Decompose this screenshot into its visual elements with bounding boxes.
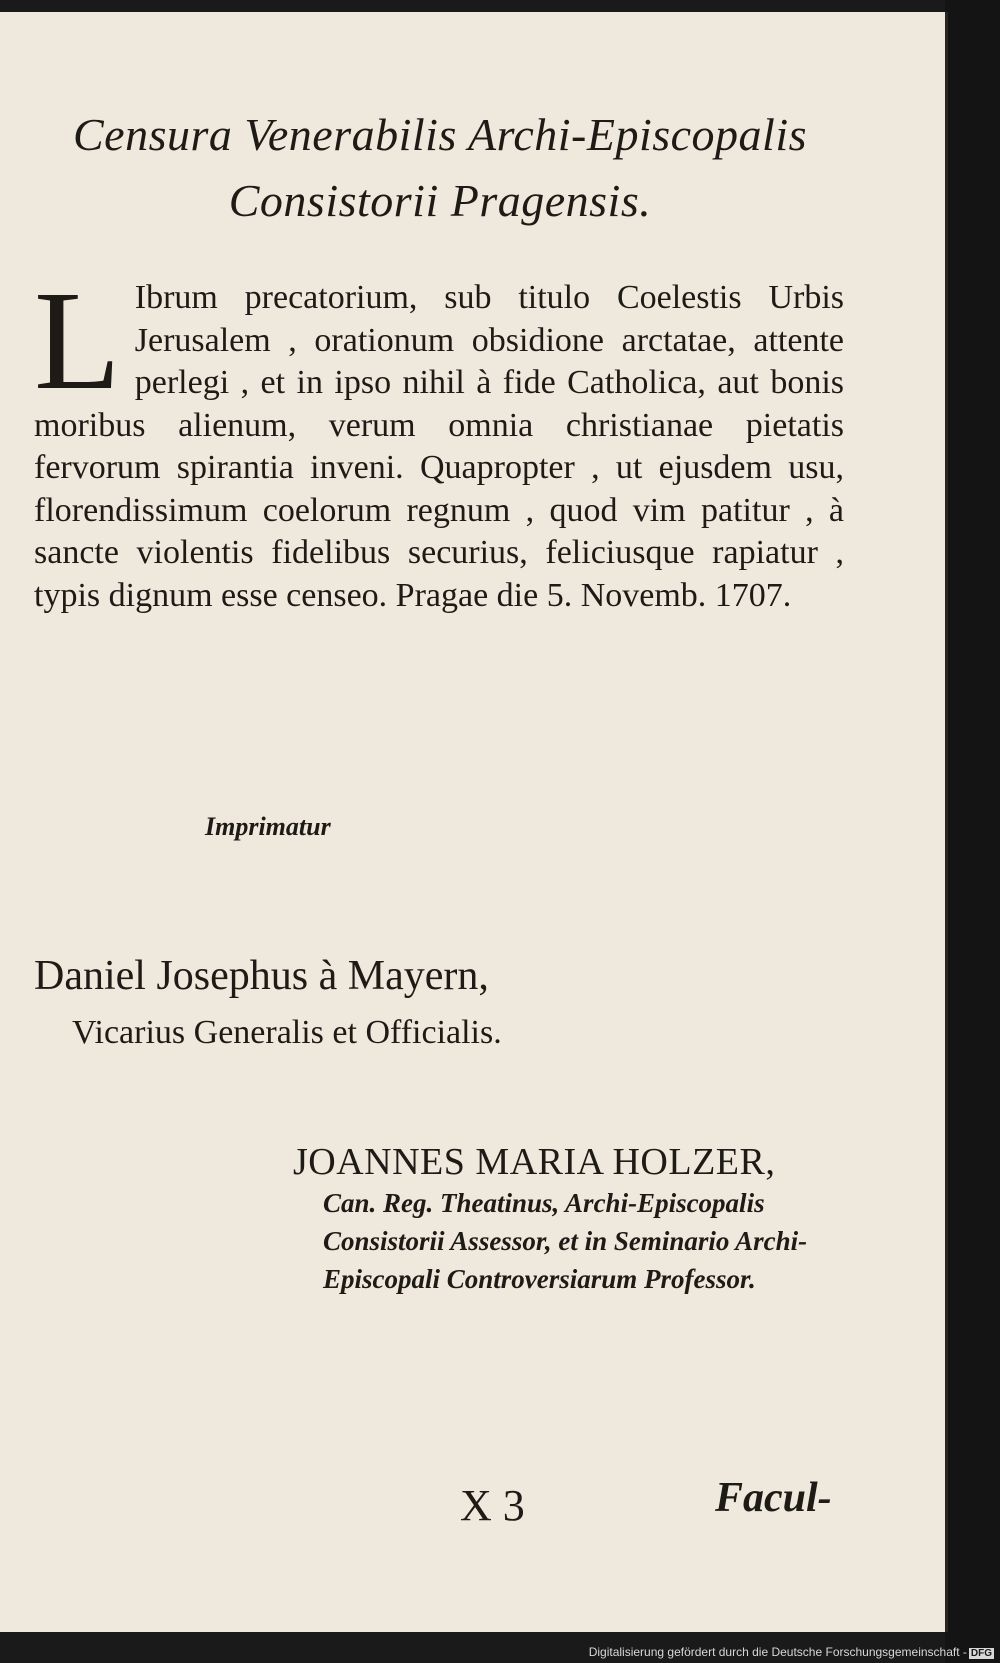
- censura-body: [34, 261, 844, 617]
- title-line-1: Censura Venerabilis Archi-Episcopalis: [72, 109, 807, 160]
- body-paragraph: Ibrum precatorium, sub titulo Coelestis Urbis Jerusalem , orationum obsidione arctatae, attente perlegi , et in ipso nihil à fide Catholica, aut bonis moribus alienum, verum omnia christianae pietatis fervorum spirantia inveni. Quapropter , ut ejusdem usu, florendissimum coelorum regnum , quod vim patitur , à sancte violentis fidelibus securius, feliciusque rapiatur , typis dignum esse censeo. Pragae die 5. Novemb. 1707.: [34, 279, 844, 614]
- signatory-1-title: Vicarius Generalis et Officialis.: [72, 1014, 502, 1051]
- digitization-footer: [589, 1645, 994, 1659]
- signatory-1-name: Daniel Josephus à Mayern,: [34, 953, 489, 999]
- signatory-2-description: Can. Reg. Theatinus, Archi-Episcopalis Consistorii Assessor, et in Seminario Archi-Episcopali Controversiarum Professor.: [323, 1188, 808, 1294]
- drop-cap: L: [34, 261, 121, 419]
- signatory-2-name: JOANNES MARIA HOLZER,: [293, 1141, 776, 1183]
- catchword: Facul-: [715, 1475, 832, 1521]
- imprimatur-label: Imprimatur: [205, 812, 331, 841]
- page-title: [30, 102, 850, 234]
- dfg-logo: DFG: [970, 1648, 992, 1659]
- title-line-2: Consistorii Pragensis.: [228, 175, 652, 226]
- printer-signature-mark: X 3: [460, 1481, 525, 1530]
- book-page: [0, 12, 948, 1632]
- footer-text: Digitalisierung gefördert durch die Deutsche Forschungsgemeinschaft -: [588, 1645, 967, 1659]
- book-spine-edge: [945, 0, 1000, 1663]
